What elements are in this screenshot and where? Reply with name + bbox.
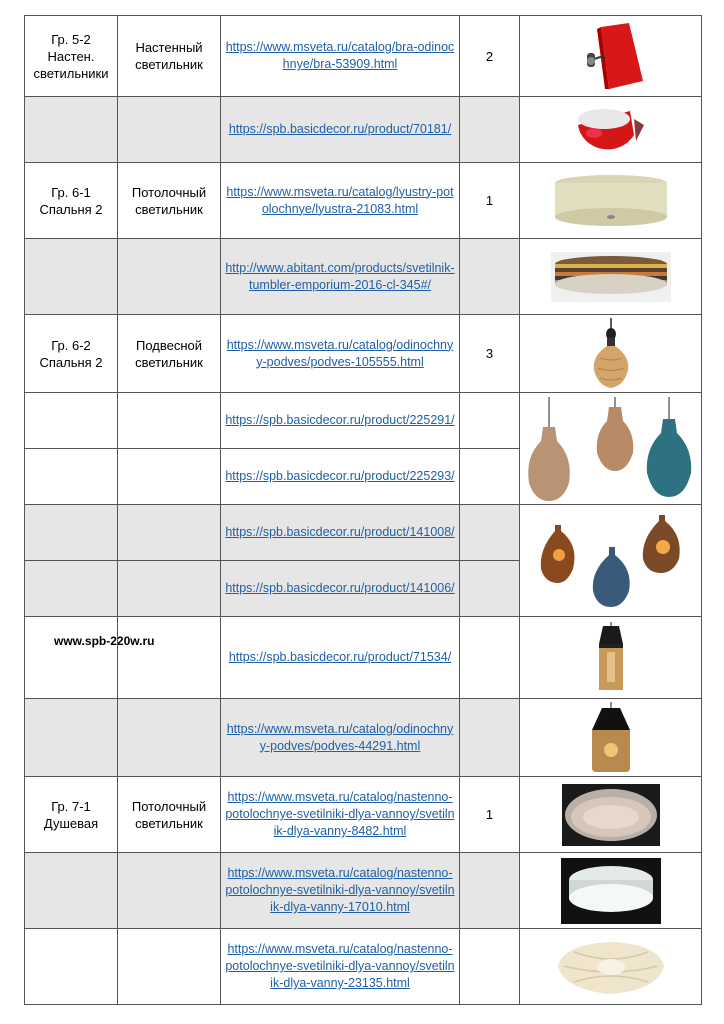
url-cell <box>221 163 460 239</box>
drum-ceiling-lamp-image <box>553 173 669 229</box>
image-cell <box>520 239 702 315</box>
qty-cell: 3 <box>460 315 520 393</box>
watermark: www.spb-220w.ru <box>54 634 155 648</box>
amber-glass-pendant-image <box>586 318 636 390</box>
group-cell: Гр. 7-1 Душевая <box>25 777 118 853</box>
group-cell <box>25 929 118 1005</box>
lighting-spec-table <box>24 15 702 1005</box>
product-link[interactable]: https://spb.basicdecor.ru/product/225293/ <box>225 469 455 483</box>
product-link[interactable]: http://www.abitant.com/products/svetilnik-tumbler-emporium-2016-cl-345#/ <box>225 260 455 292</box>
qty-cell <box>460 505 520 561</box>
table-row <box>25 315 702 393</box>
qty-cell: 1 <box>460 777 520 853</box>
three-pendants-image <box>523 397 699 501</box>
type-cell <box>118 505 221 561</box>
image-cell <box>520 699 702 777</box>
url-cell <box>221 239 460 315</box>
image-cell <box>520 16 702 97</box>
image-cell <box>520 393 702 505</box>
qty-cell <box>460 561 520 617</box>
group-cell <box>25 393 118 449</box>
table-row <box>25 699 702 777</box>
type-cell: Потолочный светильник <box>118 163 221 239</box>
image-cell <box>520 853 702 929</box>
type-cell <box>118 617 221 699</box>
group-cell <box>25 97 118 163</box>
group-cell <box>25 505 118 561</box>
image-cell <box>520 505 702 617</box>
scalloped-ceiling-lamp-image <box>554 936 668 998</box>
type-cell: Потолочный светильник <box>118 777 221 853</box>
product-link[interactable]: https://spb.basicdecor.ru/product/141008/ <box>225 525 455 539</box>
product-link[interactable]: https://spb.basicdecor.ru/product/141006/ <box>225 581 455 595</box>
table-row <box>25 853 702 929</box>
url-cell <box>221 929 460 1005</box>
qty-cell <box>460 449 520 505</box>
type-cell: Настенный светильник <box>118 16 221 97</box>
qty-cell <box>460 239 520 315</box>
url-cell <box>221 449 460 505</box>
product-link[interactable]: https://www.msveta.ru/catalog/lyustry-potolochnye/lyustra-21083.html <box>226 184 454 216</box>
bathroom-ceiling-lamp-8482-image <box>562 784 660 846</box>
url-cell <box>221 393 460 449</box>
url-cell <box>221 699 460 777</box>
table-row <box>25 617 702 699</box>
product-link[interactable]: https://www.msveta.ru/catalog/odinochnyy-podves/podves-44291.html <box>226 721 454 753</box>
group-cell <box>25 699 118 777</box>
group-cell <box>25 239 118 315</box>
qty-cell <box>460 393 520 449</box>
image-cell <box>520 315 702 393</box>
group-cell <box>25 449 118 505</box>
product-link[interactable]: https://www.msveta.ru/catalog/nastenno-potolochnye-svetilniki-dlya-vannoy/svetilnik-dlya-vanny-17010.html <box>225 866 455 914</box>
type-cell: Подвесной светильник <box>118 315 221 393</box>
url-cell <box>221 853 460 929</box>
product-link[interactable]: https://spb.basicdecor.ru/product/225291/ <box>225 413 455 427</box>
cylinder-pendant-image <box>593 622 629 694</box>
table-row <box>25 777 702 853</box>
jar-pendant-image <box>586 702 636 774</box>
table-row <box>25 393 702 449</box>
type-cell <box>118 393 221 449</box>
product-link[interactable]: https://spb.basicdecor.ru/product/71534/ <box>228 650 452 664</box>
qty-cell: 2 <box>460 16 520 97</box>
table-row <box>25 163 702 239</box>
qty-cell <box>460 699 520 777</box>
url-cell <box>221 617 460 699</box>
table-row <box>25 239 702 315</box>
product-link[interactable]: https://www.msveta.ru/catalog/nastenno-potolochnye-svetilniki-dlya-vannoy/svetilnik-dlya-vanny-8482.html <box>225 790 455 838</box>
type-cell <box>118 239 221 315</box>
image-cell <box>520 97 702 163</box>
group-cell <box>25 561 118 617</box>
type-cell <box>118 449 221 505</box>
url-cell <box>221 561 460 617</box>
qty-cell: 1 <box>460 163 520 239</box>
glass-drop-pendants-image <box>533 511 689 611</box>
type-cell <box>118 699 221 777</box>
group-cell <box>25 617 118 699</box>
red-wall-sconce-image <box>571 19 651 93</box>
image-cell <box>520 929 702 1005</box>
url-cell <box>221 97 460 163</box>
type-cell <box>118 561 221 617</box>
url-cell <box>221 777 460 853</box>
table-row <box>25 97 702 163</box>
group-cell: Гр. 5-2 Настен. светильники <box>25 16 118 97</box>
striped-ceiling-lamp-image <box>551 252 671 302</box>
type-cell <box>118 929 221 1005</box>
group-cell: Гр. 6-1 Спальня 2 <box>25 163 118 239</box>
image-cell <box>520 777 702 853</box>
type-cell <box>118 97 221 163</box>
qty-cell <box>460 853 520 929</box>
type-cell <box>118 853 221 929</box>
table-row <box>25 505 702 561</box>
product-link[interactable]: https://www.msveta.ru/catalog/nastenno-potolochnye-svetilniki-dlya-vannoy/svetilnik-dlya-vanny-23135.html <box>225 942 455 990</box>
table-row <box>25 929 702 1005</box>
group-cell: Гр. 6-2 Спальня 2 <box>25 315 118 393</box>
image-cell <box>520 617 702 699</box>
product-link[interactable]: https://spb.basicdecor.ru/product/70181/ <box>228 122 452 136</box>
bathroom-ceiling-lamp-17010-image <box>561 858 661 924</box>
qty-cell <box>460 617 520 699</box>
qty-cell <box>460 97 520 163</box>
product-link[interactable]: https://www.msveta.ru/catalog/bra-odinochnye/bra-53909.html <box>225 40 455 71</box>
url-cell <box>221 16 460 97</box>
url-cell <box>221 505 460 561</box>
qty-cell <box>460 929 520 1005</box>
table-row <box>25 16 702 97</box>
red-sphere-sconce-image <box>570 101 652 159</box>
group-cell <box>25 853 118 929</box>
url-cell <box>221 315 460 393</box>
image-cell <box>520 163 702 239</box>
product-link[interactable]: https://www.msveta.ru/catalog/odinochnyy-podves/podves-105555.html <box>226 337 454 369</box>
